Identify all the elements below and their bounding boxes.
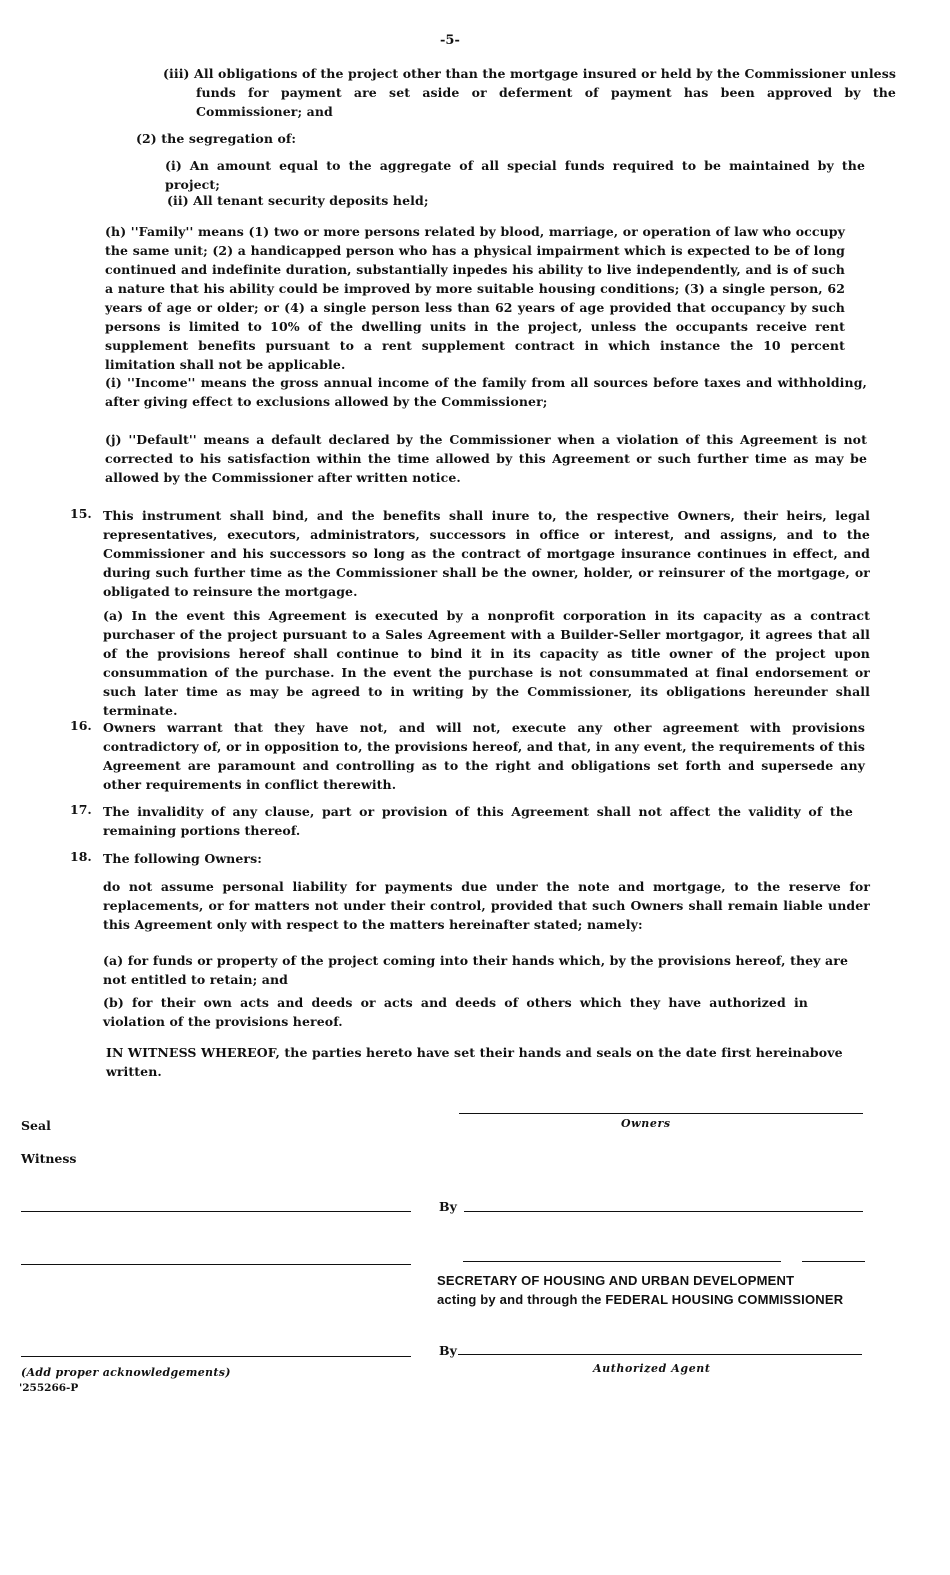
section-16-number: 16. <box>70 718 92 733</box>
witness-label: Witness <box>21 1151 77 1166</box>
owners-label: Owners <box>621 1117 671 1130</box>
clause-2: (2) the segregation of: <box>136 131 297 146</box>
authorized-agent-label: Authorized Agent <box>593 1362 711 1375</box>
section-18-b: (b) for their own acts and deeds or acts and deeds of others which they have authorized in violation of the provisions hereof. <box>103 995 808 1029</box>
section-18-text: The following Owners: <box>103 851 262 866</box>
witness-line-1[interactable] <box>21 1211 411 1212</box>
clause-i-income: (i) ''Income'' means the gross annual income of the family from all sources before taxes and withholding, after giving effect to exclusions allowed by the Commissioner; <box>105 375 867 409</box>
section-15-text: This instrument shall bind, and the benefits shall inure to, the respective Owners, their heirs, legal representatives, executors, administrators, successors in office or interest, and assigns, and to the Commissioner and his successors so long as the contract of mortgage insurance continues in effect, and during such further time as the Commissioner shall be the owner, holder, or reinsurer of the mortgage, or obligated to reinsure the mortgage. <box>103 508 870 599</box>
clause-h-family: (h) ''Family'' means (1) two or more persons related by blood, marriage, or operation of law who occupy the same unit; (2) a handicapped person who has a physical impairment which is expected to be of long continued and indefinite duration, substantially inpedes his ability to live independently, and is of such a nature that his ability could be improved by more suitable housing conditions; (3) a single person, 62 years of age or older; or (4) a single person less than 62 years of age provided that occupancy by such persons is limited to 10% of the dwelling units in the project, unless the occupants receive rent supplement benefits pursuant to a rent supplement contract in which instance the 10 percent limitation shall not be applicable. <box>105 224 845 372</box>
by-label-2: By <box>439 1343 457 1358</box>
page-number: -5- <box>440 33 460 48</box>
section-18-a: (a) for funds or property of the project coming into their hands which, by the provisions hereof, they are not entitled to retain; and <box>103 953 848 987</box>
acknowledgements-note: (Add proper acknowledgements) <box>21 1366 231 1379</box>
clause-2-i: (i) An amount equal to the aggregate of all special funds required to be maintained by the project; <box>165 158 865 192</box>
witness-line-2[interactable] <box>21 1264 411 1265</box>
section-15-a: (a) In the event this Agreement is executed by a nonprofit corporation in its capacity as a contract purchaser of the project pursuant to a Sales Agreement with a Builder-Seller mortgagor, it agrees that all of the provisions hereof shall continue to bind it in its capacity as title owner of the project upon consummation of the purchase. In the event the purchase is not consummated at final endorsement or such later time as may be agreed to in writing by the Commissioner, its obligations hereunder shall terminate. <box>103 608 870 718</box>
owners-signature-line[interactable] <box>459 1113 863 1114</box>
section-18-body: do not assume personal liability for payments due under the note and mortgage, to the reserve for replacements, or for matters not under their control, provided that such Owners shall remain liable under this Agreement only with respect to the matters hereinafter stated; namely: <box>103 879 870 932</box>
section-17-text: The invalidity of any clause, part or provision of this Agreement shall not affect the validity of the remaining portions thereof. <box>103 804 853 838</box>
seal-label: Seal <box>21 1118 51 1133</box>
section-18-number: 18. <box>70 849 92 864</box>
clause-j-default: (j) ''Default'' means a default declared by the Commissioner when a violation of this Agreement is not corrected to his satisfaction within the time allowed by this Agreement or such further time as may be allowed by the Commissioner after written notice. <box>105 432 867 485</box>
secretary-signature-line[interactable] <box>463 1261 781 1262</box>
form-number: '255266-P <box>19 1382 79 1394</box>
witness-clause: IN WITNESS WHEREOF, the parties hereto have set their hands and seals on the date first hereinabove written. <box>106 1045 843 1079</box>
secretary-subtitle: acting by and through the FEDERAL HOUSING COMMISSIONER <box>437 1292 844 1307</box>
clause-2-ii: (ii) All tenant security deposits held; <box>167 193 429 208</box>
secretary-title: SECRETARY OF HOUSING AND URBAN DEVELOPMENT <box>437 1273 795 1288</box>
clause-iii: (iii) All obligations of the project other than the mortgage insured or held by the Commissioner unless funds for payment are set aside or deferment of payment has been approved by the Commissioner; and <box>163 66 896 119</box>
section-17-number: 17. <box>70 802 92 817</box>
section-16-text: Owners warrant that they have not, and will not, execute any other agreement with provisions contradictory of, or in opposition to, the provisions hereof, and that, in any event, the requirements of this Agreement are paramount and controlling as to the right and obligations set forth and supersede any other requirements in conflict therewith. <box>103 720 865 792</box>
secretary-signature-line-end <box>802 1261 865 1262</box>
by-signature-line-2[interactable] <box>458 1354 862 1355</box>
by-label-1: By <box>439 1199 457 1214</box>
witness-line-3[interactable] <box>21 1356 411 1357</box>
section-15-number: 15. <box>70 506 92 521</box>
by-signature-line-1[interactable] <box>464 1211 863 1212</box>
